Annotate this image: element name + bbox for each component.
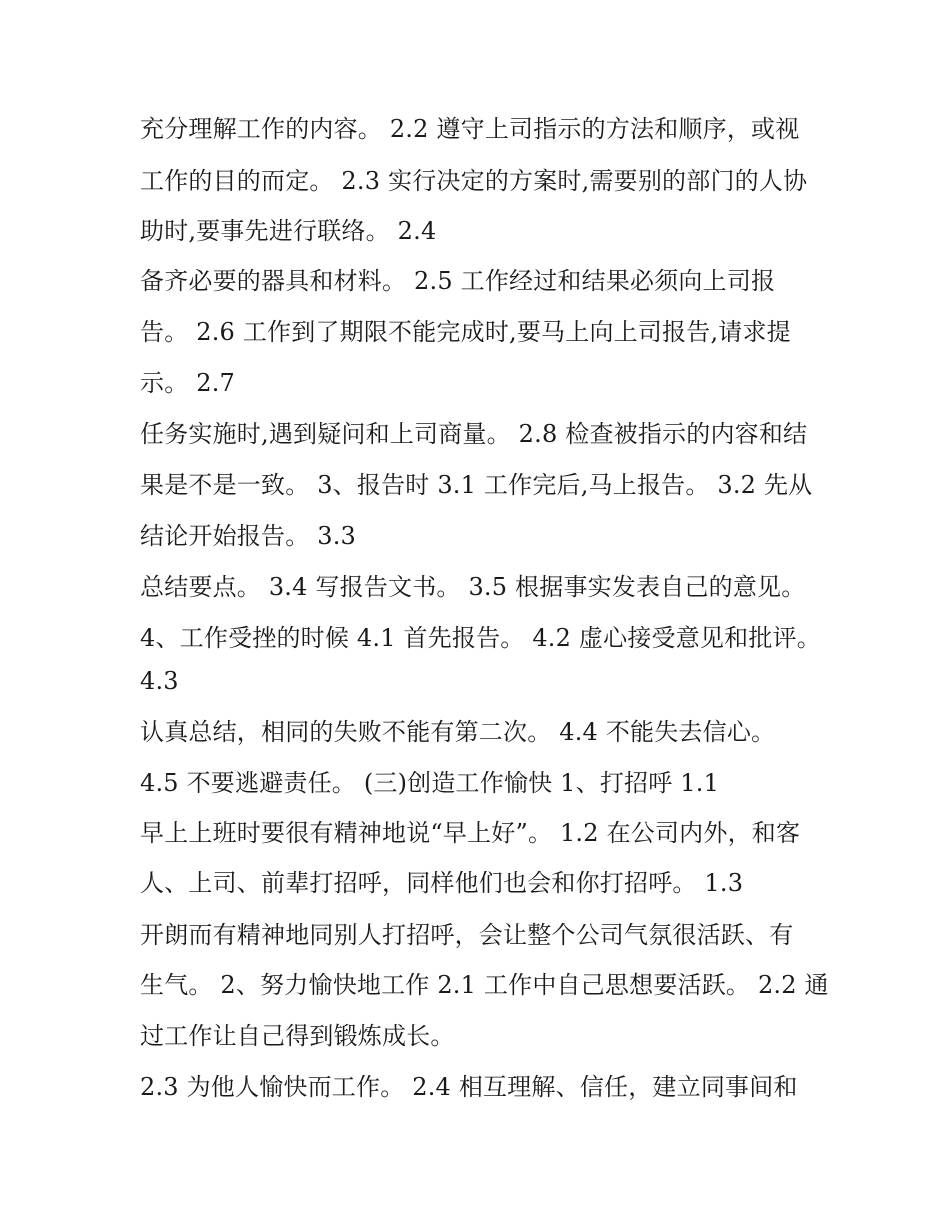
text-line: 告。 2.6 工作到了期限不能完成时,要马上向上司报告,请求提 bbox=[140, 318, 791, 346]
text-line: 认真总结，相同的失败不能有第二次。 4.4 不能失去信心。 bbox=[140, 718, 776, 746]
text-line: 示。 2.7 bbox=[140, 369, 235, 397]
text-line: 任务实施时,遇到疑问和上司商量。 2.8 检查被指示的内容和结 bbox=[140, 420, 808, 448]
text-line: 4.3 bbox=[140, 667, 179, 695]
text-line: 生气。 2、努力愉快地工作 2.1 工作中自己思想要活跃。 2.2 通 bbox=[140, 971, 829, 999]
text-line: 人、上司、前辈打招呼，同样他们也会和你打招呼。 1.3 bbox=[140, 869, 744, 897]
text-line: 助时,要事先进行联络。 2.4 bbox=[140, 217, 437, 245]
text-line: 充分理解工作的内容。 2.2 遵守上司指示的方法和顺序，或视 bbox=[140, 115, 800, 143]
text-line: 2.3 为他人愉快而工作。 2.4 相互理解、信任，建立同事间和 bbox=[140, 1073, 798, 1101]
text-line: 备齐必要的器具和材料。 2.5 工作经过和结果必须向上司报 bbox=[140, 267, 776, 295]
text-line: 果是不是一致。 3、报告时 3.1 工作完后,马上报告。 3.2 先从 bbox=[140, 471, 813, 499]
text-line: 开朗而有精神地同别人打招呼，会让整个公司气氛很活跃、有 bbox=[140, 921, 794, 949]
text-line: 结论开始报告。 3.3 bbox=[140, 522, 356, 550]
text-line: 早上上班时要很有精神地说“早上好”。 1.2 在公司内外，和客 bbox=[140, 819, 801, 847]
text-line: 工作的目的而定。 2.3 实行决定的方案时,需要别的部门的人协 bbox=[140, 167, 808, 195]
text-line: 过工作让自己得到锻炼成长。 bbox=[140, 1022, 455, 1050]
text-line: 总结要点。 3.4 写报告文书。 3.5 根据事实发表自己的意见。 bbox=[140, 573, 806, 601]
text-line: 4.5 不要逃避责任。 (三)创造工作愉快 1、打招呼 1.1 bbox=[140, 769, 720, 797]
text-line: 4、工作受挫的时候 4.1 首先报告。 4.2 虚心接受意见和批评。 bbox=[140, 624, 821, 652]
